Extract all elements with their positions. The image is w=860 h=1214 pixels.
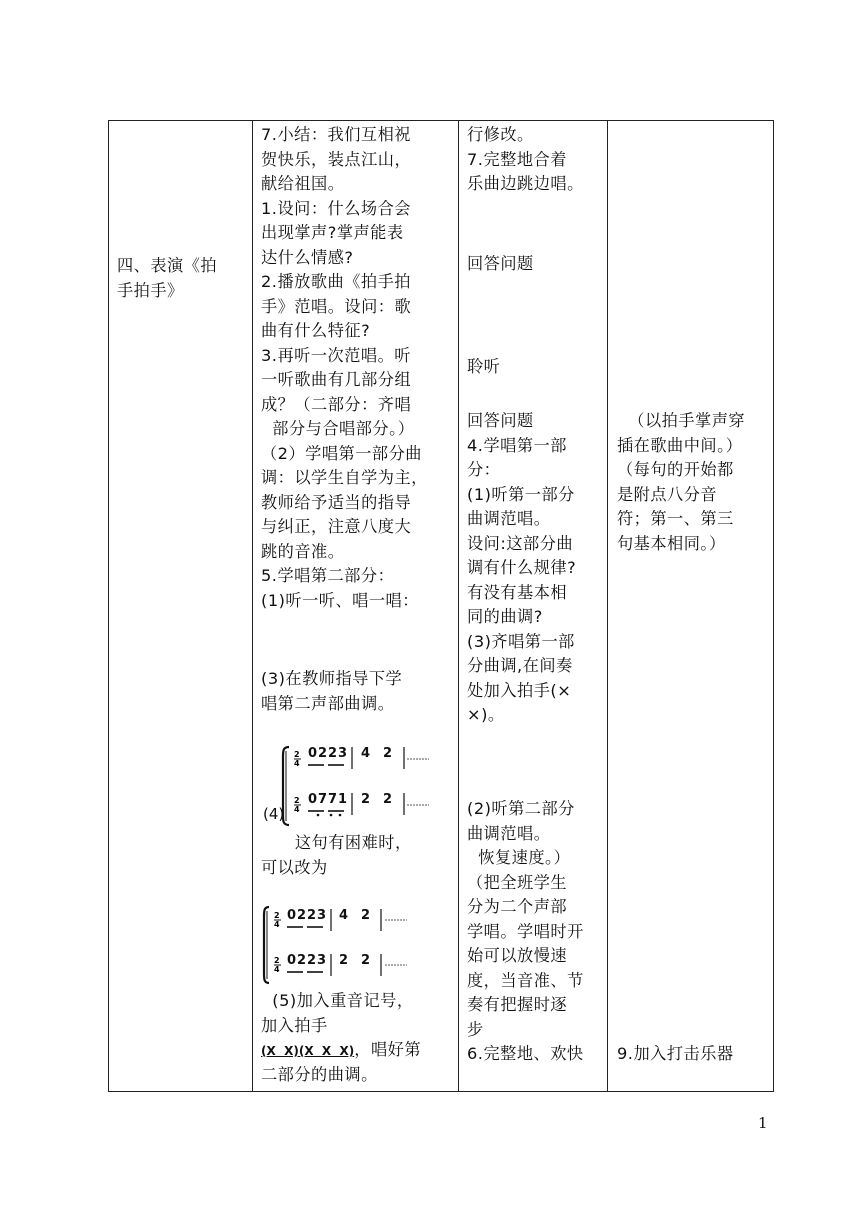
text-line: 1.设问：什么场合会 bbox=[261, 198, 411, 218]
text-line: 7.小结：我们互相祝 bbox=[261, 125, 411, 144]
student-activity-block bbox=[467, 409, 605, 728]
text-line: 达什么情感? bbox=[261, 247, 354, 267]
text-line: 7.完整地合着 bbox=[467, 149, 567, 169]
text-line: 贺快乐，装点江山， bbox=[261, 149, 412, 169]
text-line: (3)齐唱第一部 bbox=[467, 631, 575, 651]
text-line: 分曲调,在间奏 bbox=[467, 656, 573, 675]
note: 4 bbox=[339, 908, 349, 923]
text-line: 2.播放歌曲《拍手拍 bbox=[261, 272, 411, 291]
text-line: (3)在教师指导下学 bbox=[261, 669, 403, 688]
text-line: （以拍手掌声穿 bbox=[617, 411, 746, 430]
text-line: 可以改为 bbox=[261, 857, 328, 877]
note-group: 71 bbox=[328, 792, 349, 807]
teacher-activity-d bbox=[261, 989, 457, 1087]
text-line: 插在歌曲中间。） bbox=[617, 435, 743, 455]
svg-text:2: 2 bbox=[274, 911, 280, 920]
text-line: 聆听 bbox=[467, 357, 501, 376]
text-line: ，唱好第 bbox=[354, 1040, 422, 1059]
text-line: 分为二个声部 bbox=[467, 897, 568, 916]
text-line: 奏有把握时逐 bbox=[467, 995, 568, 1014]
text-line: 与纠正，注意八度大 bbox=[261, 517, 412, 536]
text-line: 回答问题 bbox=[467, 254, 534, 273]
text-line: 分： bbox=[467, 460, 501, 479]
note: 2 bbox=[361, 908, 371, 923]
text-line: 学唱。学唱时开 bbox=[467, 921, 584, 941]
note-group: 23 bbox=[307, 908, 328, 923]
note-group: 23 bbox=[307, 953, 328, 968]
text-line: （把全班学生 bbox=[467, 872, 568, 892]
text-line: 加入拍手 bbox=[261, 1015, 328, 1035]
text-line: 献给祖国。 bbox=[261, 174, 345, 193]
text-line: 曲有什么特征? bbox=[261, 321, 371, 340]
text-line: (2)听第二部分 bbox=[467, 799, 575, 818]
svg-text:2: 2 bbox=[274, 956, 280, 965]
text-line: 成？（二部分：齐唱 bbox=[261, 394, 412, 414]
text-line: 曲调范唱。 bbox=[467, 823, 551, 843]
text-line: （每句的开始都 bbox=[617, 460, 734, 479]
text-line: 3.再听一次范唱。听 bbox=[261, 345, 411, 365]
note: 2 bbox=[383, 746, 393, 761]
text-line: 5.学唱第二部分： bbox=[261, 566, 395, 585]
student-activity-top bbox=[467, 123, 605, 197]
text-line: 一听歌曲有几部分组 bbox=[261, 370, 412, 389]
text-line: 调：以学生自学为主， bbox=[261, 468, 428, 487]
text-line: (1)听一听、唱一唱： bbox=[261, 590, 419, 610]
text-line: 始可以放慢速 bbox=[467, 946, 568, 965]
text-line: 手拍手》 bbox=[117, 280, 184, 300]
note: 2 bbox=[383, 792, 393, 807]
note: 4 bbox=[361, 746, 371, 761]
note-group: 02 bbox=[308, 746, 329, 761]
svg-text:2: 2 bbox=[294, 796, 300, 805]
note-group: 02 bbox=[287, 908, 308, 923]
notation-label: (4) bbox=[263, 805, 285, 823]
text-line: 处加入拍手(× bbox=[467, 680, 572, 700]
text-line: (1)听第一部分 bbox=[467, 484, 575, 504]
svg-text:4: 4 bbox=[294, 759, 300, 768]
student-answer bbox=[467, 252, 605, 277]
page-number: 1 bbox=[758, 1114, 768, 1132]
text-line: 二部分的曲调。 bbox=[261, 1064, 378, 1084]
text-line: 曲调范唱。 bbox=[467, 509, 551, 528]
text-line: ×)。 bbox=[467, 705, 505, 724]
text-line: 度，当音准、节 bbox=[467, 970, 584, 990]
note-group: 02 bbox=[287, 953, 308, 968]
text-line: 回答问题 bbox=[467, 411, 534, 430]
text-line: 句基本相同。） bbox=[617, 533, 726, 553]
clap-line bbox=[261, 1038, 457, 1063]
teacher-activity-c bbox=[261, 831, 457, 880]
column-divider bbox=[252, 121, 253, 1091]
text-line: 设问:这部分曲 bbox=[467, 533, 574, 553]
lesson-table bbox=[108, 120, 774, 1092]
teacher-activity-a bbox=[261, 123, 457, 613]
text-line: 手》范唱。设问：歌 bbox=[261, 296, 412, 316]
svg-text:2: 2 bbox=[294, 750, 300, 759]
music-notation-2 bbox=[261, 901, 457, 987]
note: 2 bbox=[339, 953, 349, 968]
svg-text:4: 4 bbox=[294, 805, 300, 814]
note-group: 07 bbox=[308, 792, 329, 807]
text-line: 行修改。 bbox=[467, 125, 534, 144]
text-line: 恢复速度。） bbox=[467, 848, 571, 867]
text-line: 乐曲边跳边唱。 bbox=[467, 174, 584, 193]
text-line: 部分与合唱部分。） bbox=[261, 419, 415, 438]
teacher-activity-b bbox=[261, 667, 457, 716]
text-line: 这句有困难时， bbox=[261, 833, 412, 852]
student-listen bbox=[467, 355, 605, 380]
text-line: 出现掌声?掌声能表 bbox=[261, 223, 404, 242]
text-line: 唱第二声部曲调。 bbox=[261, 693, 395, 713]
text-line: (5)加入重音记号， bbox=[261, 991, 414, 1010]
notation-graphic bbox=[261, 741, 457, 831]
section-title bbox=[117, 254, 247, 303]
text-line: 4.学唱第一部 bbox=[467, 435, 567, 455]
note: 2 bbox=[361, 953, 371, 968]
student-activity-block-2 bbox=[467, 797, 605, 1067]
note-group: 23 bbox=[328, 746, 349, 761]
text-line: 跳的音准。 bbox=[261, 541, 345, 561]
text-line: 9.加入打击乐器 bbox=[617, 1044, 734, 1063]
design-intent-last bbox=[617, 1042, 771, 1067]
text-line: 四、表演《拍 bbox=[117, 256, 218, 275]
svg-text:4: 4 bbox=[274, 965, 280, 974]
text-line: 步 bbox=[467, 1019, 484, 1039]
text-line: 是附点八分音 bbox=[617, 484, 718, 504]
music-notation-1 bbox=[261, 741, 457, 831]
design-intent-block bbox=[617, 409, 771, 556]
column-divider bbox=[607, 121, 608, 1091]
text-line: 有没有基本相 bbox=[467, 582, 568, 602]
column-divider bbox=[458, 121, 459, 1091]
svg-text:4: 4 bbox=[274, 920, 280, 929]
text-line: 同的曲调? bbox=[467, 607, 543, 626]
text-line: （2）学唱第一部分曲 bbox=[261, 443, 422, 463]
clap-pattern: (X X)(X X X) bbox=[261, 1044, 355, 1058]
text-line: 教师给予适当的指导 bbox=[261, 492, 412, 512]
text-line: 调有什么规律? bbox=[467, 558, 577, 577]
text-line: 符；第一、第三 bbox=[617, 509, 734, 528]
note: 2 bbox=[361, 792, 371, 807]
text-line: 6.完整地、欢快 bbox=[467, 1044, 584, 1063]
